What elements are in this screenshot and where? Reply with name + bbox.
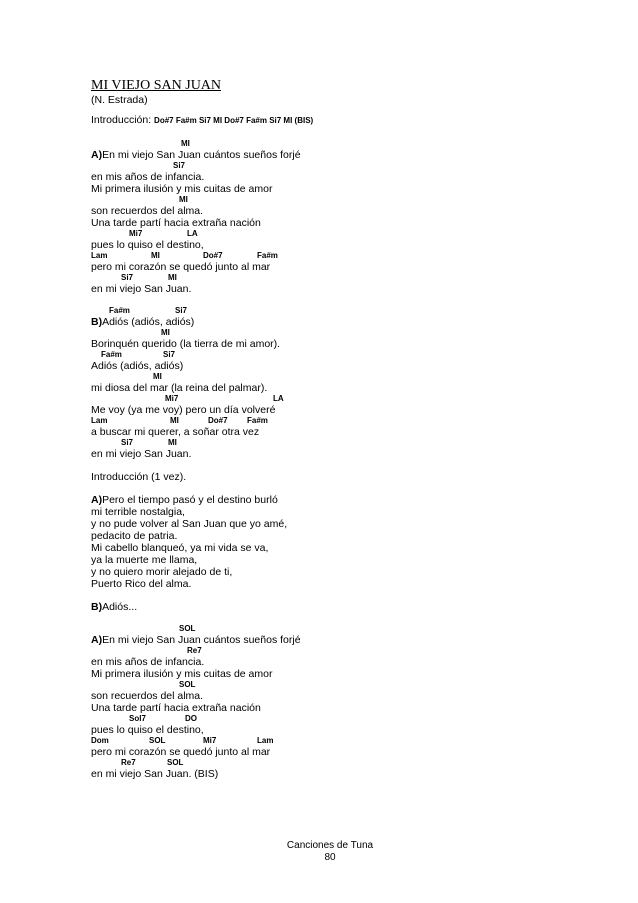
- chord: Fa#m: [247, 416, 268, 425]
- chord: Si7: [121, 273, 134, 282]
- lyric-line: [91, 578, 591, 590]
- chord: Sol7: [129, 714, 146, 723]
- song-title: MI VIEJO SAN JUAN: [91, 78, 222, 93]
- chord: LA: [187, 229, 198, 238]
- chord: Mi7: [165, 394, 179, 403]
- lyric-text: en mi viejo San Juan.: [91, 283, 192, 295]
- lyric-text: Mi cabello blanqueó, ya mi vida se va,: [91, 542, 269, 554]
- chord: MI: [161, 328, 170, 337]
- lyric-text: Una tarde partí hacia extraña nación: [91, 702, 261, 714]
- lyric-line: [91, 283, 591, 295]
- lyric-line: [91, 494, 591, 506]
- lyric-text: Borinquén querido (la tierra de mi amor).: [91, 338, 281, 350]
- lyric-line: [91, 183, 591, 195]
- chord: MI: [153, 372, 162, 381]
- chord: Lam: [91, 416, 108, 425]
- chord: Si7: [121, 438, 134, 447]
- lyric-text: y no pude volver al San Juan que yo amé,: [91, 518, 288, 530]
- lyric-line: [91, 554, 591, 566]
- lyric-text: y no quiero morir alejado de ti,: [91, 566, 233, 578]
- lyric-line: [91, 205, 591, 217]
- chord: Re7: [187, 646, 202, 655]
- lyric-line: [91, 601, 591, 613]
- chord-line: [91, 394, 591, 404]
- lyric-text: ya la muerte me llama,: [91, 554, 198, 566]
- chord: MI: [170, 416, 179, 425]
- chord: Fa#m: [257, 251, 278, 260]
- lyric-text: en mis años de infancia.: [91, 171, 205, 183]
- chord: Fa#m: [109, 306, 130, 315]
- lyric-text: En mi viejo San Juan cuántos sueños forjé: [102, 634, 301, 646]
- lyric-line: [91, 518, 591, 530]
- chord: Si7: [173, 161, 186, 170]
- lyric-text: pedacito de patria.: [91, 530, 178, 542]
- chord-line: [91, 350, 591, 360]
- chord: MI: [151, 251, 160, 260]
- intro-chords: Do#7 Fa#m Si7 MI Do#7 Fa#m Si7 MI (BIS): [154, 116, 314, 125]
- stanza-gap: [91, 590, 591, 601]
- lyric-text: Puerto Rico del alma.: [91, 578, 192, 590]
- lyric-line: [91, 768, 591, 780]
- chord: Si7: [175, 306, 188, 315]
- lyric-text: pues lo quiso el destino,: [91, 724, 204, 736]
- lyric-line: [91, 702, 591, 714]
- chord: SOL: [149, 736, 166, 745]
- lyric-line: [91, 217, 591, 229]
- lyric-line: [91, 382, 591, 394]
- chord: Mi7: [129, 229, 143, 238]
- chord: MI: [168, 438, 177, 447]
- lyric-line: [91, 542, 591, 554]
- footer-book-title: Canciones de Tuna: [286, 840, 374, 851]
- chord: MI: [168, 273, 177, 282]
- lyric-text: en mi viejo San Juan.: [91, 448, 192, 460]
- intro-label: Introducción:: [91, 114, 152, 126]
- chord-line: [91, 736, 591, 746]
- chord: DO: [185, 714, 197, 723]
- lyric-line: [91, 506, 591, 518]
- chord: SOL: [167, 758, 184, 767]
- chord-line: [91, 758, 591, 768]
- intro-line: [91, 114, 591, 127]
- stanza-gap: [91, 613, 591, 624]
- song-body: [91, 139, 591, 780]
- chord-line: [91, 646, 591, 656]
- lyric-text: Me voy (ya me voy) pero un día volveré: [91, 404, 276, 416]
- chord: Re7: [121, 758, 136, 767]
- chord-line: [91, 416, 591, 426]
- chord: MI: [179, 195, 188, 204]
- chord-line: [91, 328, 591, 338]
- chord: Si7: [163, 350, 176, 359]
- lyric-line: [91, 360, 591, 372]
- lyric-text: Adiós (adiós, adiós): [102, 316, 195, 328]
- lyric-text: pero mi corazón se quedó junto al mar: [91, 746, 271, 758]
- stanza-gap: [91, 483, 591, 494]
- lyric-line: [91, 261, 591, 273]
- chord: Do#7: [208, 416, 228, 425]
- lyric-line: [91, 239, 591, 251]
- chord: SOL: [179, 624, 196, 633]
- section-marker: B): [91, 316, 103, 328]
- lyric-line: [91, 316, 591, 328]
- chord: SOL: [179, 680, 196, 689]
- lyric-line: [91, 471, 591, 483]
- lyric-line: [91, 448, 591, 460]
- lyric-text: Adiós (adiós, adiós): [91, 360, 184, 372]
- chord-line: [91, 680, 591, 690]
- chord: Do#7: [203, 251, 223, 260]
- lyric-line: [91, 724, 591, 736]
- lyric-text: mi terrible nostalgia,: [91, 506, 185, 518]
- lyric-text: En mi viejo San Juan cuántos sueños forjé: [102, 149, 301, 161]
- chord-line: [91, 229, 591, 239]
- lyric-line: [91, 656, 591, 668]
- chord-line: [91, 195, 591, 205]
- chord: LA: [273, 394, 284, 403]
- lyric-line: [91, 746, 591, 758]
- lyric-line: [91, 530, 591, 542]
- chord-line: [91, 438, 591, 448]
- lyric-text: pues lo quiso el destino,: [91, 239, 204, 251]
- chord-line: [91, 714, 591, 724]
- lyric-line: [91, 149, 591, 161]
- lyric-line: [91, 404, 591, 416]
- chord-line: [91, 251, 591, 261]
- lyric-text: en mi viejo San Juan. (BIS): [91, 768, 219, 780]
- song-author: (N. Estrada): [91, 94, 148, 106]
- chord: Fa#m: [101, 350, 122, 359]
- chord-line: [91, 306, 591, 316]
- lyric-line: [91, 566, 591, 578]
- page-number: 80: [324, 852, 336, 863]
- section-marker: A): [91, 494, 103, 506]
- section-marker: B): [91, 601, 103, 613]
- stanza-gap: [91, 460, 591, 471]
- page-footer: [260, 840, 400, 864]
- chord-line: [91, 161, 591, 171]
- chord: Lam: [257, 736, 274, 745]
- song-page: [91, 78, 591, 780]
- lyric-text: en mis años de infancia.: [91, 656, 205, 668]
- chord-line: [91, 372, 591, 382]
- lyric-text: Una tarde partí hacia extraña nación: [91, 217, 261, 229]
- chord-line: [91, 139, 591, 149]
- chord-line: [91, 273, 591, 283]
- lyric-text: son recuerdos del alma.: [91, 205, 204, 217]
- section-marker: A): [91, 634, 103, 646]
- lyric-line: [91, 426, 591, 438]
- chord: Dom: [91, 736, 109, 745]
- lyric-text: a buscar mi querer, a soñar otra vez: [91, 426, 260, 438]
- stanza-gap: [91, 295, 591, 306]
- lyric-text: pero mi corazón se quedó junto al mar: [91, 261, 271, 273]
- chord: MI: [181, 139, 190, 148]
- lyric-line: [91, 634, 591, 646]
- lyric-text: son recuerdos del alma.: [91, 690, 204, 702]
- lyric-text: Pero el tiempo pasó y el destino burló: [102, 494, 278, 506]
- lyric-line: [91, 690, 591, 702]
- chord: Lam: [91, 251, 108, 260]
- lyric-text: Introducción (1 vez).: [91, 471, 187, 483]
- chord-line: [91, 624, 591, 634]
- lyric-line: [91, 668, 591, 680]
- lyric-text: Mi primera ilusión y mis cuitas de amor: [91, 668, 273, 680]
- lyric-line: [91, 171, 591, 183]
- lyric-text: Adiós...: [102, 601, 138, 613]
- lyric-text: mi diosa del mar (la reina del palmar).: [91, 382, 268, 394]
- section-marker: A): [91, 149, 103, 161]
- chord: Mi7: [203, 736, 217, 745]
- lyric-text: Mi primera ilusión y mis cuitas de amor: [91, 183, 273, 195]
- lyric-line: [91, 338, 591, 350]
